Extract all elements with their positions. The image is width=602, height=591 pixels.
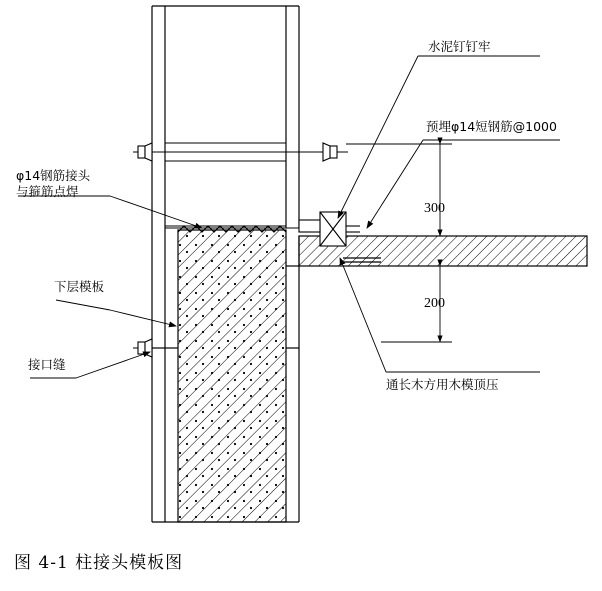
annotation-bar-lap-line2: 与箍筋点焊: [16, 184, 79, 199]
annotation-embedded-bar: 预埋φ14短钢筋@1000: [426, 119, 557, 134]
dimension-lower-200: 200: [424, 296, 445, 311]
leader-embedded-bar: [367, 140, 560, 228]
form-tie-lower-left: [133, 339, 165, 357]
concrete-column-section: [178, 226, 286, 522]
annotation-joint-seam: 接口缝: [28, 357, 66, 372]
annotation-timber-support: 通长木方用木模顶压: [386, 377, 499, 392]
upper-column-inner-lines: [165, 143, 299, 228]
figure-caption: 图 4-1 柱接头模板图: [14, 553, 184, 573]
leader-bar-lap: [18, 196, 202, 228]
slab-edge-lines: [286, 236, 381, 522]
annotation-nail: 水泥钉钉牢: [428, 39, 491, 54]
annotation-bar-lap-line1: φ14钢筋接头: [16, 168, 91, 183]
leader-nail: [338, 56, 540, 218]
form-tie-upper-left: [133, 143, 165, 161]
form-tie-upper-right: [286, 143, 348, 161]
annotation-lower-formwork: 下层模板: [54, 279, 105, 294]
leader-lower-formwork: [56, 300, 176, 326]
embedded-bar-detail: [346, 226, 360, 232]
dimension-upper-300: 300: [424, 201, 445, 216]
